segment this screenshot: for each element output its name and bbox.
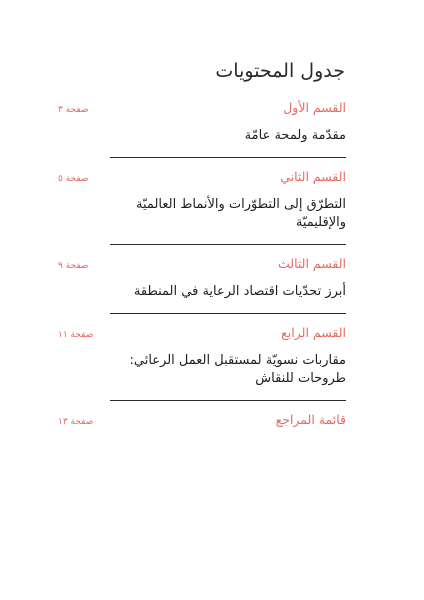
page-title: جدول المحتويات	[215, 60, 345, 82]
section-description: التطرّق إلى التطوّرات والأنماط العالميّة والإقليميّة	[110, 196, 346, 245]
section-description: مقدّمة ولمحة عامّة	[110, 127, 346, 158]
toc-list	[58, 100, 346, 434]
section-description: أبرز تحدّيات اقتصاد الرعاية في المنطقة	[110, 283, 346, 314]
toc-entry-1[interactable]	[58, 100, 346, 158]
toc-entry-3[interactable]	[58, 256, 346, 314]
page-reference[interactable]: صفحة ٣	[58, 105, 89, 115]
toc-entry-4[interactable]	[58, 325, 346, 401]
section-label: القسم الثاني	[280, 169, 346, 184]
page-reference[interactable]: صفحة ١٣	[58, 417, 94, 427]
section-label: قائمة المراجع	[275, 412, 346, 427]
section-label: القسم الرابع	[281, 325, 346, 340]
toc-entry-2[interactable]	[58, 169, 346, 245]
section-description: مقاربات نسويّة لمستقبل العمل الرعائي: طروحات للنقاش	[110, 352, 346, 401]
page-reference[interactable]: صفحة ٥	[58, 174, 89, 184]
page-reference[interactable]: صفحة ١١	[58, 330, 94, 340]
page-reference[interactable]: صفحة ٩	[58, 261, 89, 271]
section-label: القسم الثالث	[278, 256, 346, 271]
toc-entry-5[interactable]	[58, 412, 346, 434]
section-label: القسم الأول	[283, 100, 346, 115]
